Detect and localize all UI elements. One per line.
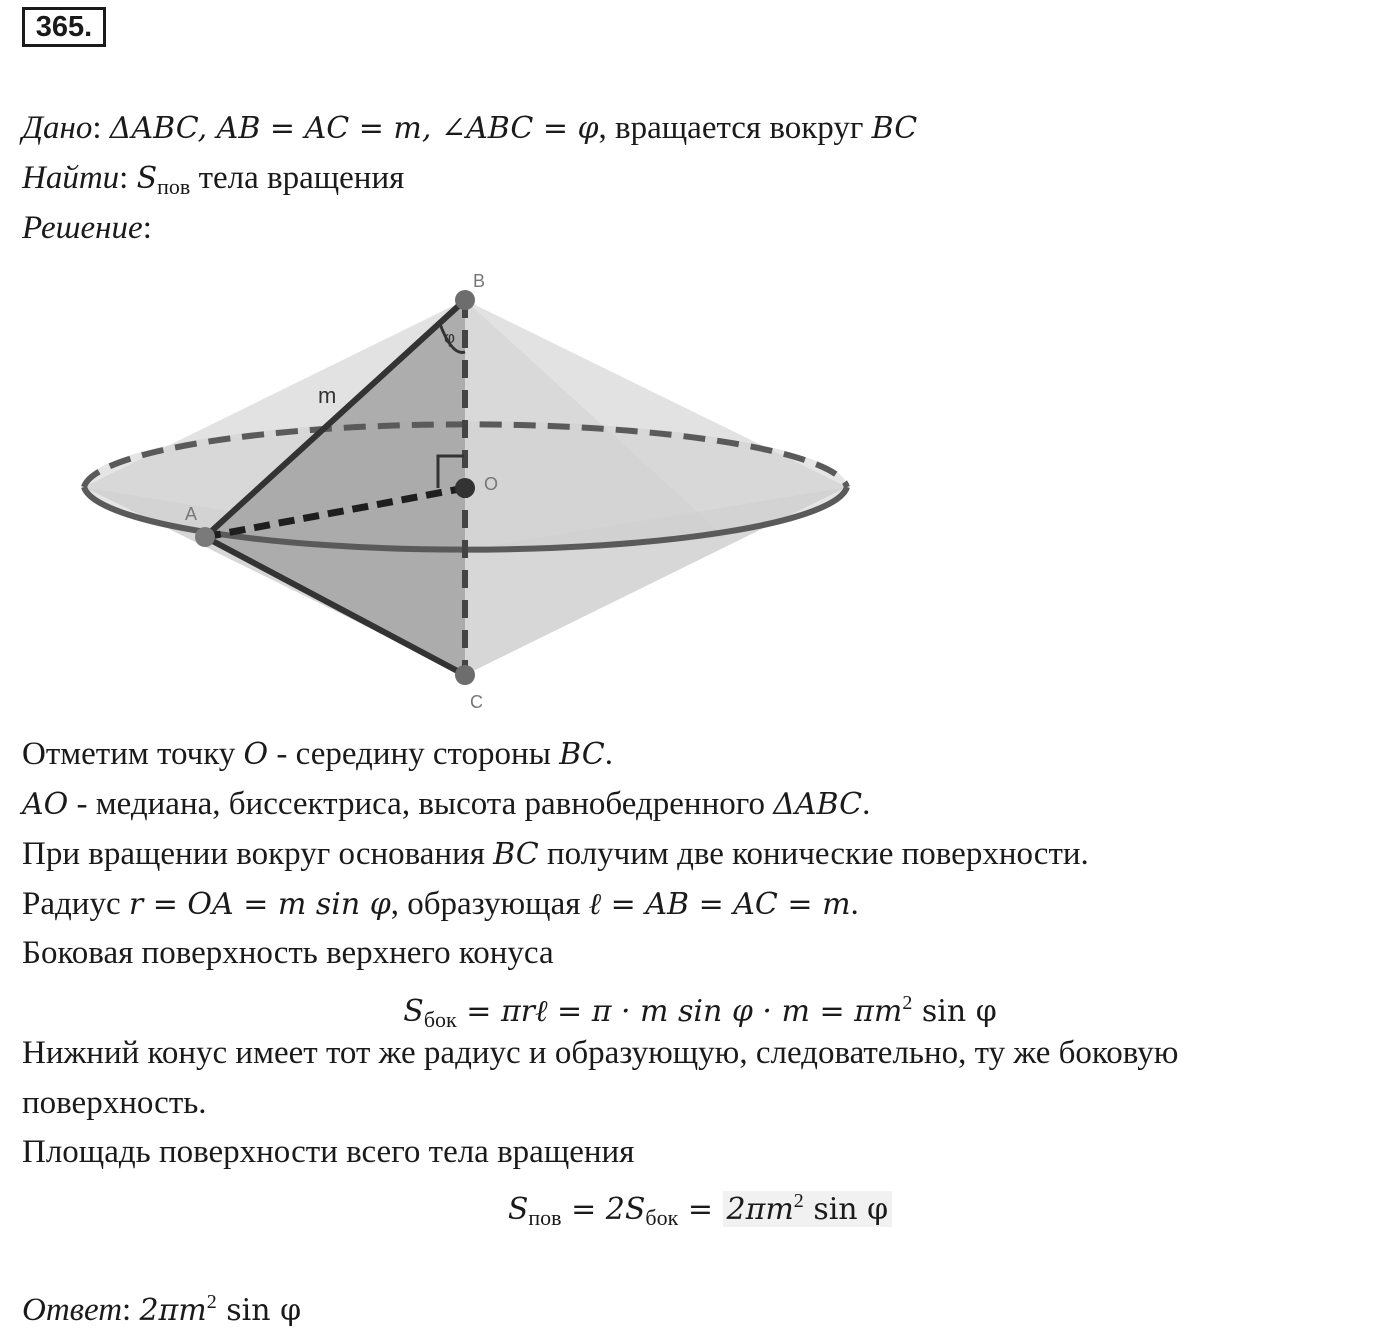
label-o: O	[484, 474, 499, 494]
f2-ans: 2πm	[726, 1192, 794, 1227]
l1-o: O	[243, 737, 269, 772]
f2-tail: sin φ	[803, 1192, 889, 1227]
f2-sub1: пов	[528, 1205, 562, 1230]
answer-exp: 2	[206, 1291, 217, 1313]
f1-s: S	[403, 994, 424, 1029]
l3-a: При вращении вокруг основания	[22, 836, 494, 872]
solution-line: Решение:	[22, 210, 152, 246]
f1-sub: бок	[423, 1007, 457, 1032]
l4-b: , образующая	[390, 886, 589, 922]
text-line-8: Площадь поверхности всего тела вращения	[22, 1134, 635, 1170]
text-line-4	[22, 884, 859, 925]
label-c: C	[470, 692, 483, 712]
f2-result	[723, 1191, 893, 1227]
l3-bc: BC	[493, 837, 539, 872]
l1-b: - середину стороны	[268, 736, 560, 772]
find-text: тела вращения	[190, 160, 405, 196]
find-line: Найти: $S_{пов}$ тела вращения	[22, 160, 405, 199]
l2-text: - медиана, биссектриса, высота равнобедренного	[68, 786, 774, 822]
answer-value: 2πm	[139, 1293, 207, 1328]
label-m: m	[318, 383, 337, 408]
f2-sub2: бок	[645, 1205, 679, 1230]
label-b: B	[473, 271, 486, 291]
l4-generatrix: ℓ = AB = AC = m	[588, 887, 851, 922]
f2-s: S	[507, 1192, 529, 1227]
given-text: , вращается вокруг	[598, 110, 872, 146]
text-line-1	[22, 734, 613, 775]
given-axis: BC	[871, 111, 918, 146]
answer-line: Ответ: $2\pi m^2$ sin φ	[22, 1291, 302, 1328]
l2-tri: ΔABC	[773, 787, 863, 822]
text-line-7: поверхность.	[22, 1085, 207, 1121]
text-line-6: Нижний конус имеет тот же радиус и образующую, следовательно, ту же боковую	[22, 1035, 1179, 1071]
l4-radius: r = OA = m sin φ	[128, 887, 391, 922]
solution-label: Решение	[22, 210, 143, 246]
f2-eq: =	[678, 1192, 723, 1227]
point-o	[455, 478, 475, 498]
find-sub: пов	[157, 174, 191, 199]
find-symbol: S	[136, 161, 158, 196]
label-phi: φ	[444, 328, 456, 347]
f1-tail: sin φ	[912, 994, 997, 1029]
f2-exp: 2	[793, 1190, 804, 1212]
l3-b: получим две конические поверхности.	[538, 836, 1089, 872]
l4-dot: .	[850, 886, 859, 922]
answer-tail: sin φ	[216, 1293, 302, 1328]
find-label: Найти	[22, 160, 120, 196]
point-a	[195, 527, 215, 547]
text-line-2	[22, 784, 870, 825]
given-label: Дано	[22, 110, 93, 146]
l4-a: Радиус	[22, 886, 129, 922]
l2-dot: .	[862, 786, 871, 822]
point-c	[455, 665, 475, 685]
f1-exp: 2	[902, 992, 913, 1014]
f2-mid: = 2S	[561, 1192, 646, 1227]
label-a: A	[185, 504, 198, 524]
problem-number: 365.	[22, 7, 106, 47]
point-b	[455, 290, 475, 310]
l2-ao: AO	[22, 787, 69, 822]
text-line-5: Боковая поверхность верхнего конуса	[22, 935, 554, 971]
answer-label: Ответ	[22, 1292, 123, 1328]
formula-total	[0, 1181, 1400, 1238]
given-line: Дано: ΔABC, AB = AC = m, ∠ABC = φ, вращается вокруг BC	[22, 110, 918, 146]
formula-lateral	[0, 983, 1400, 1040]
l1-bc: BC	[559, 737, 605, 772]
double-cone-figure	[60, 260, 870, 715]
text-line-3	[22, 834, 1089, 875]
given-expr: ΔABC, AB = AC = m, ∠ABC = φ	[109, 111, 599, 146]
f1-rhs: = πrℓ = π · m sin φ · m = πm	[456, 994, 903, 1029]
l1-dot: .	[604, 736, 613, 772]
l1-a: Отметим точку	[22, 736, 244, 772]
